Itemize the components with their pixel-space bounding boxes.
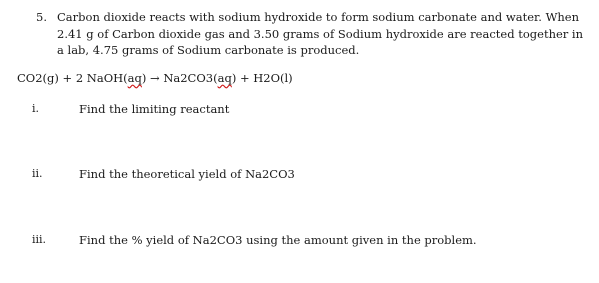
equation-part-2: ) → Na2CO3( [141,71,218,85]
equation-part-1: CO2(g) + 2 NaOH( [17,71,128,85]
subquestion-text: Find the theoretical yield of Na2CO3 [79,167,295,181]
subquestion-iii [0,232,599,248]
question-text: Carbon dioxide reacts with sodium hydroxide to form sodium carbonate and water. When 2.41 g of Carbon dioxide gas and 3.50 grams of Sodium hydroxide are reacted together in a lab, 4.75 grams of Sodium carbonate is produced. [57,10,584,57]
subquestion-numeral: ii. [32,167,43,180]
chemical-equation [17,70,293,86]
subquestion-text: Find the limiting reactant [79,102,230,116]
subquestion-text: Find the % yield of Na2CO3 using the amount given in the problem. [79,233,477,247]
equation-part-3: ) + H2O(l) [231,71,293,85]
equation-aq-2: aq [217,71,232,85]
question-number: 5. [36,10,47,24]
subquestion-ii [0,166,599,182]
subquestion-numeral: i. [32,102,40,115]
subquestion-i [0,101,599,117]
equation-aq-1: aq [127,71,142,85]
subquestion-numeral: iii. [32,233,47,246]
